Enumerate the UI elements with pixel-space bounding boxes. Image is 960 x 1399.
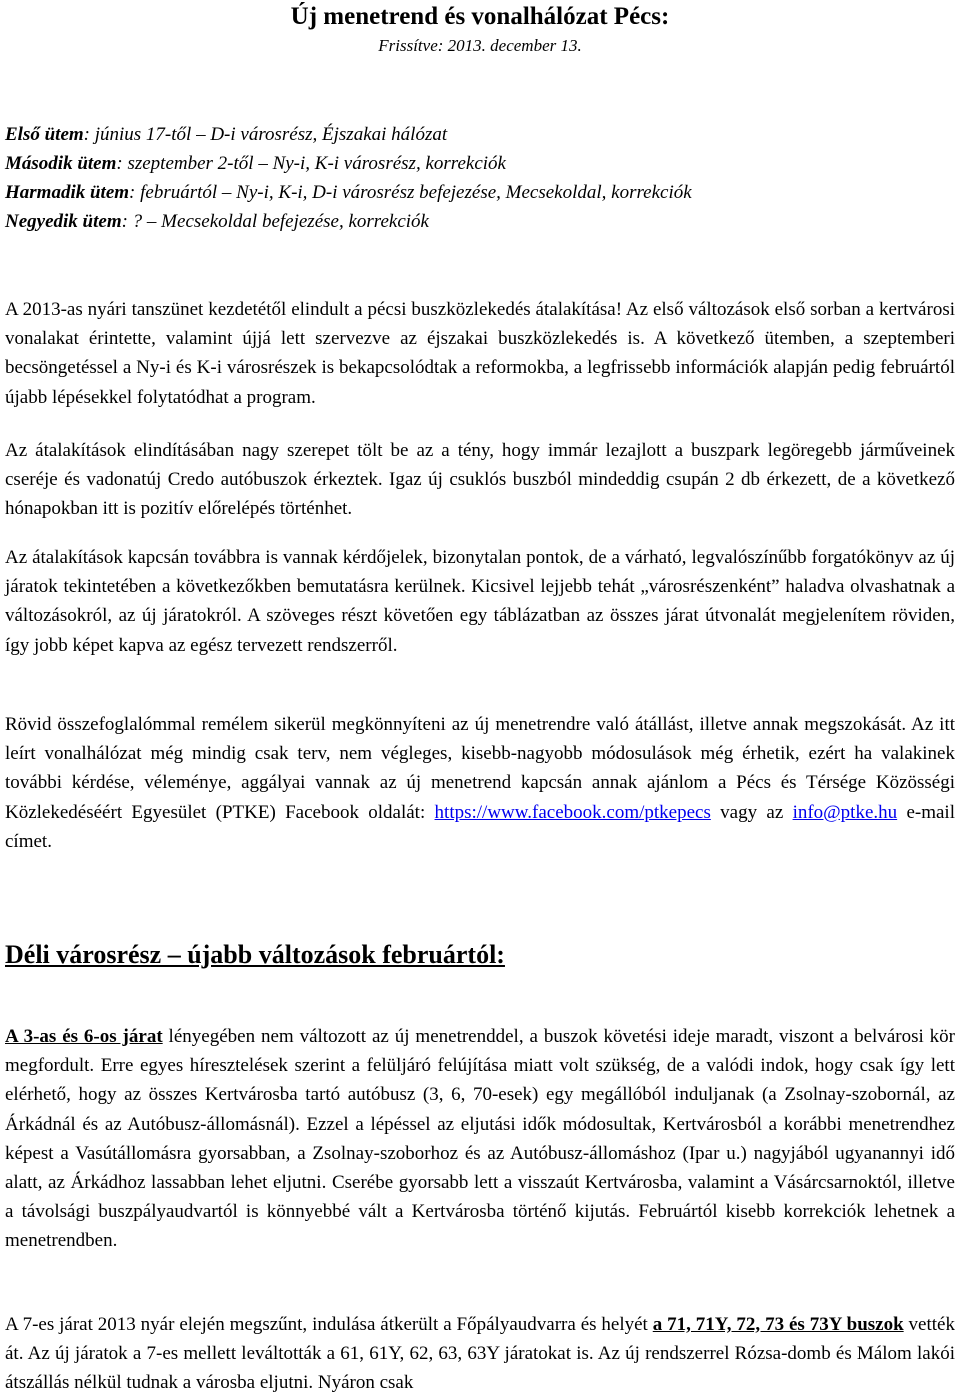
contact-connector: vagy az	[710, 801, 793, 823]
contact-end: e-mail címet.	[5, 801, 955, 852]
update-date: Frissítve: 2013. december 13.	[378, 36, 582, 55]
south-paragraph-2-end: vették át. Az új járatok a 7-es mellett leváltották a 61, 61Y, 62, 63, 63Y járatokat is. Az új rendszerrel Rózsa-domb és Málom lakói átszállás nélkül tudnak a városba eljutni. Nyáron csak	[5, 1314, 955, 1394]
phase-label: Első ütem	[5, 124, 84, 145]
phase-label: Negyedik ütem	[5, 211, 122, 232]
phase-text: : ? – Mecsekoldal befejezése, korrekciók	[121, 211, 429, 232]
phase-text: : június 17-től – D-i városrész, Éjszakai hálózat	[83, 124, 448, 145]
phase-list	[5, 120, 955, 236]
route-3-6-label: A 3-as és 6-os járat	[5, 1026, 163, 1047]
intro-paragraph-2: Az átalakítások elindításában nagy szerepet tölt be az a tény, hogy immár lezajlott a buszpark legöregebb járműveinek cseréje és vadonatúj Credo autóbuszok érkeztek. Igaz új csuklós buszból mindeddig csupán 2 db érkezett, de a következő hónapokban itt is pozitív előrelépés történhet.	[5, 440, 955, 520]
contact-text: Rövid összefoglalómmal remélem sikerül megkönnyíteni az új menetrendre való átállást, illetve annak megszokását. Az itt leírt vonalhálózat még mindig csak terv, nem végleges, kisebb-nagyobb módosulások még érhetik, ezért ha valakinek további kérdése, véleménye, aggályai vannak az új menetrend kapcsán annak ajánlom a Pécs és Térsége Közösségi Közlekedéséért Egyesület (PTKE) Facebook oldalát:	[5, 714, 955, 823]
south-paragraph-2-start: A 7-es járat 2013 nyár elején megszűnt, indulása átkerült a Főpályaudvarra és helyét	[5, 1314, 653, 1335]
phase-item	[5, 120, 955, 149]
phase-label: Második ütem	[5, 153, 117, 174]
intro-paragraph-1: A 2013-as nyári tanszünet kezdetétől elindult a pécsi buszközlekedés átalakítása! Az első változások első sorban a kertvárosi vonalakat érintette, valamint újjá lett szervezve az éjszakai buszközlekedés is. A következő ütemben, a szeptemberi becsöngetéssel a Ny-i és K-i városrészek is bekapcsolódtak a reformokba, a legfrissebb információk alapján pedig februártól újabb lépésekkel folytatódhat a program.	[5, 299, 955, 408]
section-heading: Déli városrész – újabb változások februártól:	[5, 940, 505, 969]
document-title: Új menetrend és vonalhálózat Pécs:	[290, 3, 670, 30]
south-paragraph-1	[5, 1022, 955, 1256]
new-routes-label: a 71, 71Y, 72, 73 és 73Y buszok	[652, 1314, 904, 1335]
phase-text: : szeptember 2-től – Ny-i, K-i városrész, korrekciók	[116, 153, 506, 174]
phase-item	[5, 178, 955, 207]
intro-paragraph-3: Az átalakítások kapcsán továbbra is vannak kérdőjelek, bizonytalan pontok, de a várható, legvalószínűbb forgatókönyv az új járatok tekintetében a következőkben bemutatásra kerülnek. Kicsivel lejjebb tehát „városrészenként” haladva olvashatnak a változásokról, az új járatokról. A szöveges részt követően egy táblázatban az összes járat útvonalát megjelenítem röviden, így jobb képet kapva az egész tervezett rendszerről.	[5, 547, 955, 656]
phase-item	[5, 207, 955, 236]
phase-label: Harmadik ütem	[5, 182, 130, 203]
phase-item	[5, 149, 955, 178]
intro-paragraph-4	[5, 710, 955, 856]
south-paragraph-2	[5, 1310, 955, 1398]
email-link[interactable]: info@ptke.hu	[792, 801, 898, 823]
phase-text: : februártól – Ny-i, K-i, D-i városrész befejezése, Mecsekoldal, korrekciók	[129, 182, 692, 203]
facebook-link[interactable]: https://www.facebook.com/ptkepecs	[434, 801, 711, 823]
south-paragraph-1-text: lényegében nem változott az új menetrenddel, a buszok követési ideje maradt, viszont a belvárosi kör megfordult. Erre egyes híresztelések szerint a felüljáró felújítása miatt volt szükség, de a valódi indok, hogy csak így lett elérhető, hogy az összes Kertvárosba tartó autóbusz (3, 6, 70-esek) egy megállóból induljanak (a Zsolnay-szobornál, az Árkádnál és az Autóbusz-állomásnál). Ezzel a lépéssel az eljutási idők módosultak, Kertvárosból a korábbi menetrendhez képest a Vasútállomásra gyorsabban, a Zsolnay-szoborhoz és az Autóbusz-állomáshoz (Ipar u.) nagyjából ugyanannyi idő alatt, az Árkádhoz lassabban lehet eljutni. Cserébe gyorsabb lett a visszaút Kertvárosba, valamint a Vásárcsarnoktól, illetve a távolsági buszpályaudvartól is könnyebbé vált a Kertvárosba történő kijutás. Februártól kisebb korrekciók lehetnek a menetrendben.	[5, 1026, 956, 1252]
